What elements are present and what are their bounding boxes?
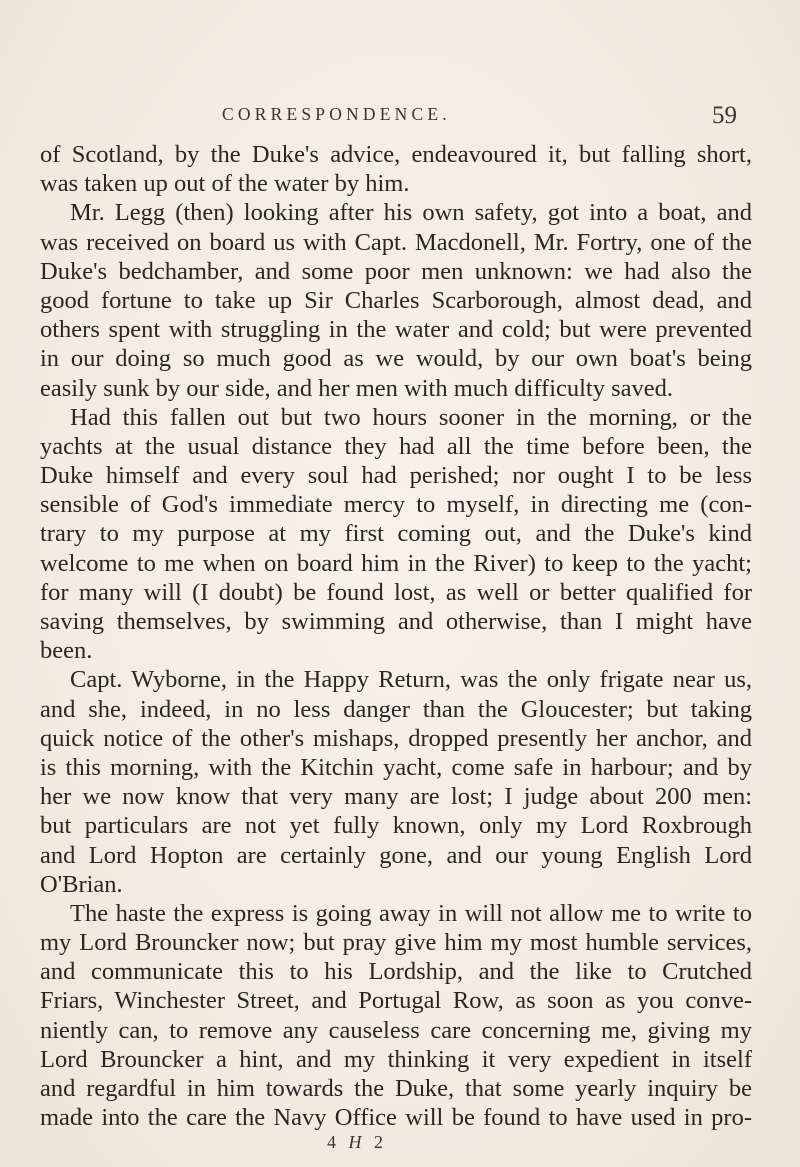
text-line: good fortune to take up Sir Charles Scarborough, almost dead, and	[40, 286, 752, 314]
text-line: The haste the express is going away in will not allow me to write to	[70, 899, 752, 927]
text-line: Friars, Winchester Street, and Portugal Row, as soon as you conve-	[40, 987, 752, 1015]
text-line: quick notice of the other's mishaps, dropped presently her anchor, and	[40, 724, 752, 752]
text-line: Duke's bedchamber, and some poor men unknown: we had also the	[40, 257, 752, 285]
signature-digit: 2	[374, 1132, 387, 1152]
text-line: and regardful in him towards the Duke, that some yearly inquiry be	[40, 1075, 752, 1102]
page-number: 59	[712, 102, 737, 129]
signature-letter: H	[348, 1132, 366, 1152]
text-line: Duke himself and every soul had perished; nor ought I to be less	[40, 462, 752, 490]
text-line: Capt. Wyborne, in the Happy Return, was the only frigate near us,	[70, 666, 752, 694]
text-line: and she, indeed, in no less danger than the Gloucester; but taking	[40, 695, 752, 723]
text-line: yachts at the usual distance they had all the time before been, the	[40, 432, 752, 460]
text-line: niently can, to remove any causeless care concerning me, giving my	[40, 1016, 752, 1044]
text-line: Had this fallen out but two hours sooner in the morning, or the	[70, 403, 752, 431]
text-line: easily sunk by our side, and her men with much difficulty saved.	[40, 374, 674, 402]
text-line: of Scotland, by the Duke's advice, endeavoured it, but falling short,	[40, 141, 752, 168]
text-line: in our doing so much good as we would, by our own boat's being	[40, 345, 752, 373]
text-line: was taken up out of the water by him.	[40, 170, 410, 198]
page-header	[0, 102, 800, 132]
text-line: saving themselves, by swimming and otherwise, than I might have	[40, 608, 752, 635]
signature-number: 4	[327, 1132, 340, 1152]
text-line: my Lord Brouncker now; but pray give him my most humble services,	[40, 929, 752, 957]
text-line: is this morning, with the Kitchin yacht, come safe in harbour; and by	[40, 753, 752, 781]
text-line: Mr. Legg (then) looking after his own safety, got into a boat, and	[70, 199, 752, 227]
text-line: and Lord Hopton are certainly gone, and our young English Lord	[40, 841, 752, 869]
text-line: O'Brian.	[40, 870, 123, 898]
text-line: and communicate this to his Lordship, and the like to Crutched	[40, 958, 752, 986]
text-line: been.	[40, 637, 93, 665]
text-line: trary to my purpose at my first coming out, and the Duke's kind	[40, 520, 752, 548]
text-line: others spent with struggling in the water and cold; but were prevented	[40, 316, 752, 344]
text-line: Lord Brouncker a hint, and my thinking it very expedient in itself	[40, 1045, 752, 1073]
text-line: but particulars are not yet fully known, only my Lord Roxbrough	[40, 812, 752, 840]
running-head: CORRESPONDENCE.	[222, 104, 451, 124]
signature-mark	[327, 1132, 387, 1153]
text-line: made into the care the Navy Office will be found to have used in pro-	[40, 1104, 752, 1132]
text-line: was received on board us with Capt. Macdonell, Mr. Fortry, one of the	[40, 228, 752, 256]
text-line: for many will (I doubt) be found lost, as well or better qualified for	[40, 578, 752, 606]
text-line: sensible of God's immediate mercy to myself, in directing me (con-	[40, 491, 752, 519]
text-line: her we now know that very many are lost; I judge about 200 men:	[40, 783, 752, 811]
body-text	[40, 140, 752, 1132]
text-line: welcome to me when on board him in the River) to keep to the yacht;	[40, 549, 752, 577]
